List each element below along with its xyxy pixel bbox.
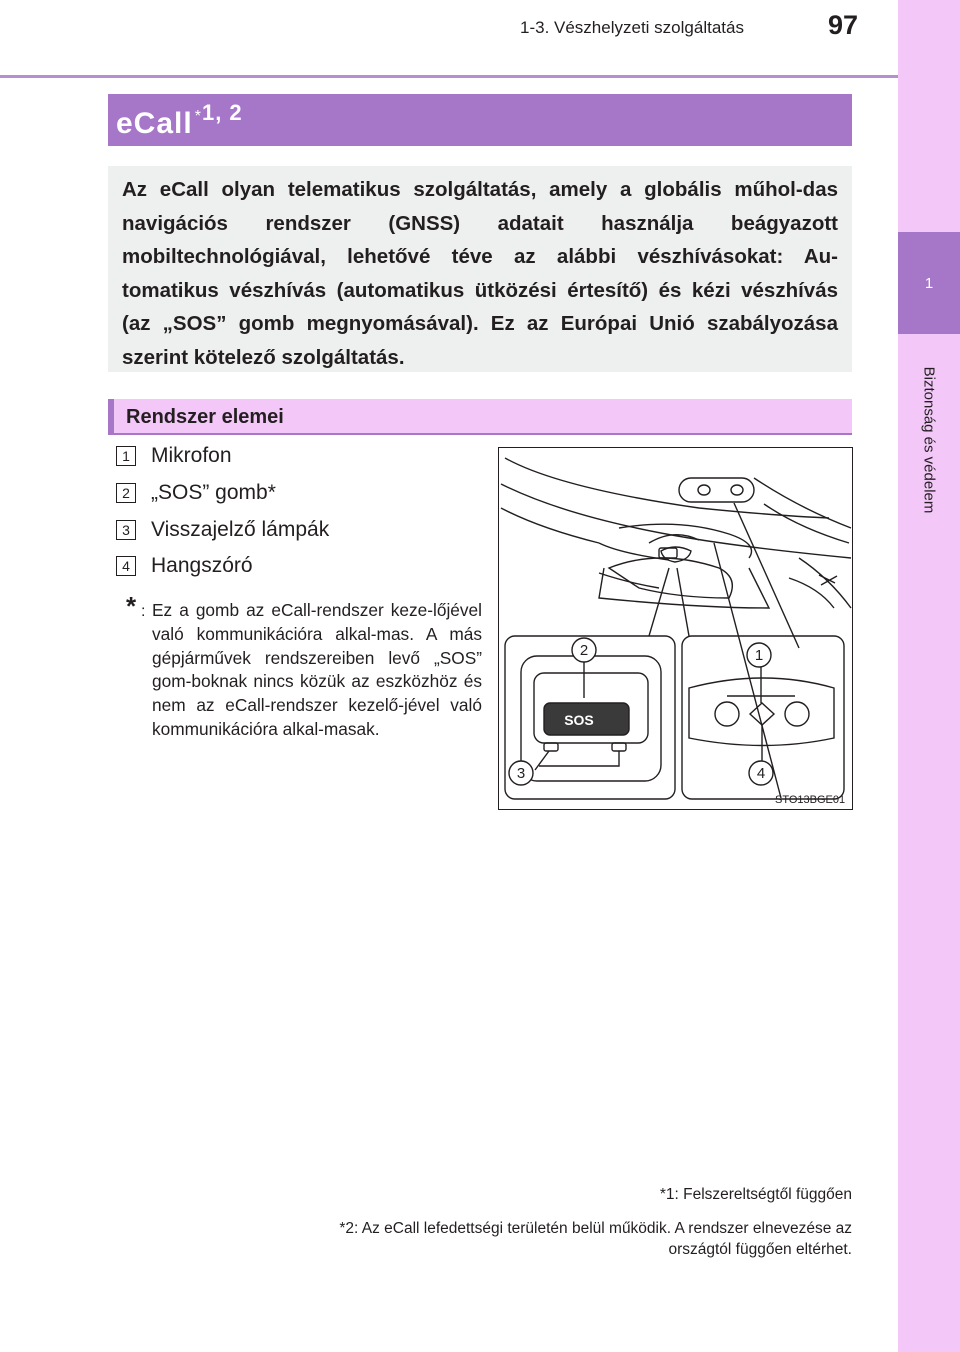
- item-number-box: 3: [116, 520, 136, 540]
- page-title: [116, 100, 243, 141]
- note-paragraph: Ez a gomb az eCall-rendszer keze-lőjével való kommunikációra alkal-mas. A más gépjárművek rendszereiben levő „SOS” gom-boknak nincs közük az eszközhöz és nem az eCall-rendszer kezelő-jével való kommunikációra alkal-masak.: [152, 600, 482, 739]
- footnote-text: 2: Az eCall lefedettségi területén belül működik. A rendszer elnevezése az országtól függően eltérhet.: [345, 1220, 852, 1258]
- note-colon: :: [141, 603, 146, 620]
- page-number: 97: [828, 10, 859, 40]
- list-item: [116, 554, 253, 578]
- item-label: Hangszóró: [151, 554, 253, 577]
- chapter-title: Biztonság és védelem: [920, 366, 938, 514]
- item-label: Visszajelző lámpák: [151, 518, 330, 541]
- footnote-marker: *: [339, 1220, 346, 1237]
- illustration-code: STO13BGE01: [775, 794, 846, 806]
- page-title-text: eCall: [116, 107, 193, 140]
- header-rule: [0, 75, 900, 78]
- title-superscript: 1, 2: [201, 100, 243, 125]
- intro-paragraph: Az eCall olyan telematikus szolgáltatás, amely a globális műhol-das navigációs rendszer (GNSS) adatait használja beágyazott mobiltechnológiával, lehetővé téve az alábbi vészhívásokat: Au-tomatikus vészhívás (automatikus ütközési értesítő) és kézi vészhívás (az „SOS” gomb megnyomásával). Ez az Európai Unió szabályozása szerint kötelező szolgáltatás.: [122, 178, 838, 369]
- item-label: „SOS” gomb*: [151, 481, 276, 504]
- footnote-2: [332, 1218, 852, 1260]
- footnote-marker: *: [659, 1186, 666, 1203]
- footnote-1: [660, 1184, 852, 1205]
- ecall-illustration-drawing: [499, 448, 852, 809]
- list-item: [116, 481, 276, 505]
- item-number-box: 4: [116, 556, 136, 576]
- chapter-sidebar: [898, 0, 960, 1352]
- header-section-title: 1-3. Vészhelyzeti szolgáltatás: [520, 18, 744, 37]
- section-heading-accent: [108, 399, 114, 435]
- callout-4: 4: [756, 765, 766, 782]
- ecall-illustration: [498, 447, 853, 810]
- callout-2: 2: [579, 642, 589, 659]
- note-asterisk: *: [126, 591, 137, 621]
- item-number-box: 2: [116, 483, 136, 503]
- callout-1: 1: [754, 647, 764, 664]
- chapter-number-tab: [898, 232, 960, 334]
- title-asterisk: *: [194, 108, 202, 125]
- chapter-number: 1: [924, 274, 934, 292]
- section-heading: Rendszer elemei: [126, 406, 284, 428]
- item-label: Mikrofon: [151, 444, 232, 467]
- list-item: [116, 518, 329, 542]
- list-item: [116, 444, 232, 468]
- item-number-box: 1: [116, 446, 136, 466]
- callout-3: 3: [516, 765, 526, 782]
- sos-button-label: SOS: [564, 712, 594, 728]
- footnote-text: 1: Felszereltségtől függően: [665, 1186, 852, 1203]
